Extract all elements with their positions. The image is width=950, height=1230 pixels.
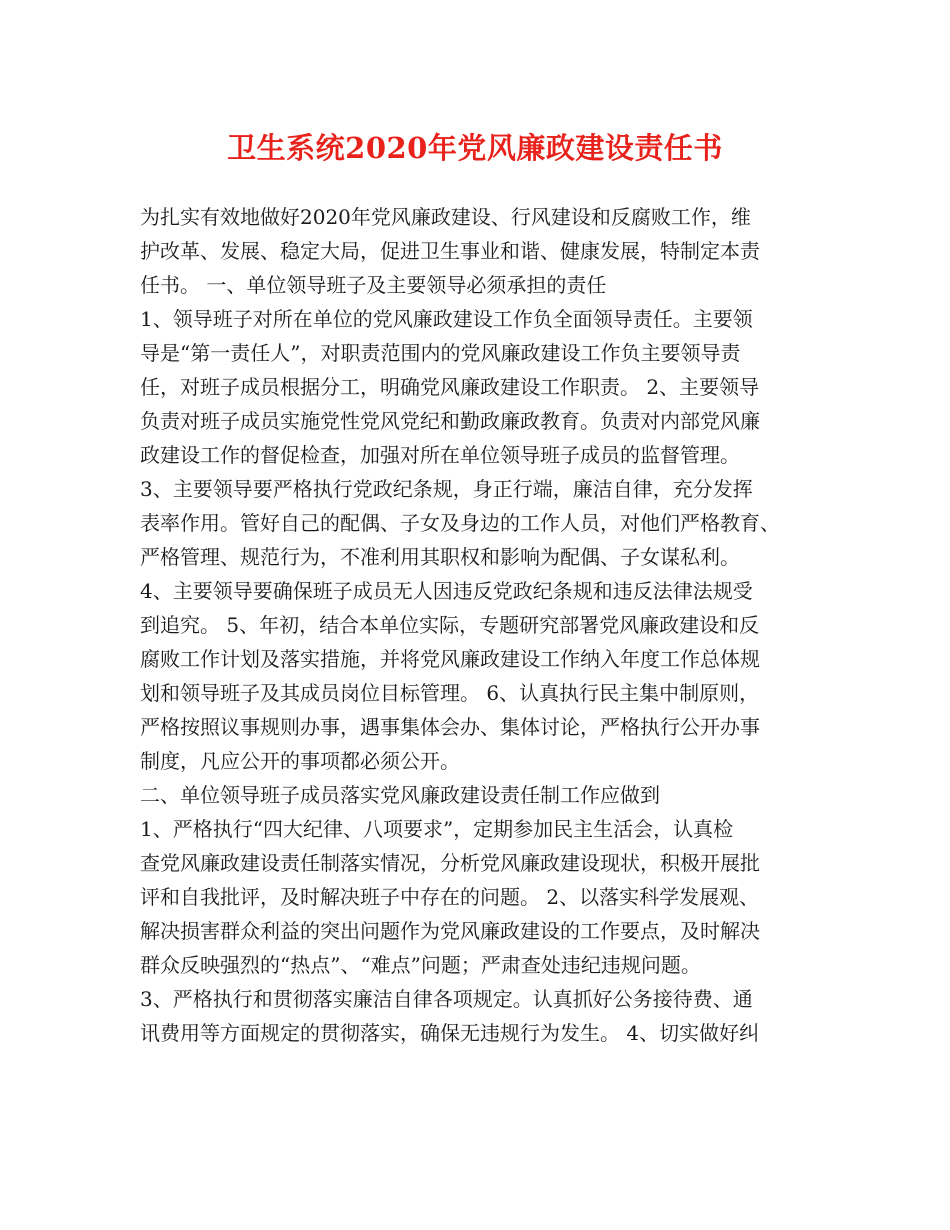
body-line: 4、主要领导要确保班子成员无人因违反党政纪条规和违反法律法规受 [140, 579, 753, 603]
body-line: 导是“第一责任人”，对职责范围内的党风廉政建设工作负主要领导责 [140, 341, 741, 365]
body-line: 查党风廉政建设责任制落实情况，分析党风廉政建设现状，积极开展批 [140, 851, 760, 875]
body-line: 为扎实有效地做好2020年党风廉政建设、行风建设和反腐败工作，维 [140, 205, 751, 229]
body-line: 任书。 一、单位领导班子及主要领导必须承担的责任 [140, 273, 607, 297]
body-line: 群众反映强烈的“热点”、“难点”问题；严肃查处违纪违规问题。 [140, 953, 701, 977]
body-line: 3、主要领导要严格执行党政纪条规，身正行端，廉洁自律，充分发挥 [140, 477, 753, 501]
body-line: 任，对班子成员根据分工，明确党风廉政建设工作职责。 2、主要领导 [140, 375, 760, 399]
body-line: 严格管理、规范行为，不准利用其职权和影响为配偶、子女谋私利。 [140, 545, 740, 569]
body-line: 3、严格执行和贯彻落实廉洁自律各项规定。认真抓好公务接待费、通 [140, 987, 753, 1011]
document-title: 卫生系统2020年党风廉政建设责任书 [227, 131, 723, 165]
body-line: 1、领导班子对所在单位的党风廉政建设工作负全面领导责任。主要领 [140, 307, 753, 331]
document-body [140, 200, 820, 1050]
body-line: 严格按照议事规则办事，遇事集体会办、集体讨论，严格执行公开办事 [140, 715, 760, 739]
body-line: 二、单位领导班子成员落实党风廉政建设责任制工作应做到 [140, 783, 660, 807]
body-line: 护改革、发展、稳定大局，促进卫生事业和谐、健康发展，特制定本责 [140, 239, 760, 263]
body-line: 讯费用等方面规定的贯彻落实，确保无违规行为发生。 4、切实做好纠 [140, 1021, 760, 1045]
body-line: 划和领导班子及其成员岗位目标管理。 6、认真执行民主集中制原则， [140, 681, 760, 705]
body-line: 评和自我批评，及时解决班子中存在的问题。 2、以落实科学发展观、 [140, 885, 760, 909]
body-line: 到追究。 5、年初，结合本单位实际，专题研究部署党风廉政建设和反 [140, 613, 760, 637]
body-line: 腐败工作计划及落实措施，并将党风廉政建设工作纳入年度工作总体规 [140, 647, 760, 671]
body-line: 解决损害群众利益的突出问题作为党风廉政建设的工作要点，及时解决 [140, 919, 760, 943]
body-line: 1、严格执行“四大纪律、八项要求”，定期参加民主生活会，认真检 [140, 817, 734, 841]
body-line: 负责对班子成员实施党性党风党纪和勤政廉政教育。负责对内部党风廉 [140, 409, 760, 433]
body-line: 政建设工作的督促检查，加强对所在单位领导班子成员的监督管理。 [140, 443, 740, 467]
body-line: 表率作用。管好自己的配偶、子女及身边的工作人员，对他们严格教育、 [140, 511, 780, 535]
body-line: 制度，凡应公开的事项都必须公开。 [140, 749, 460, 773]
